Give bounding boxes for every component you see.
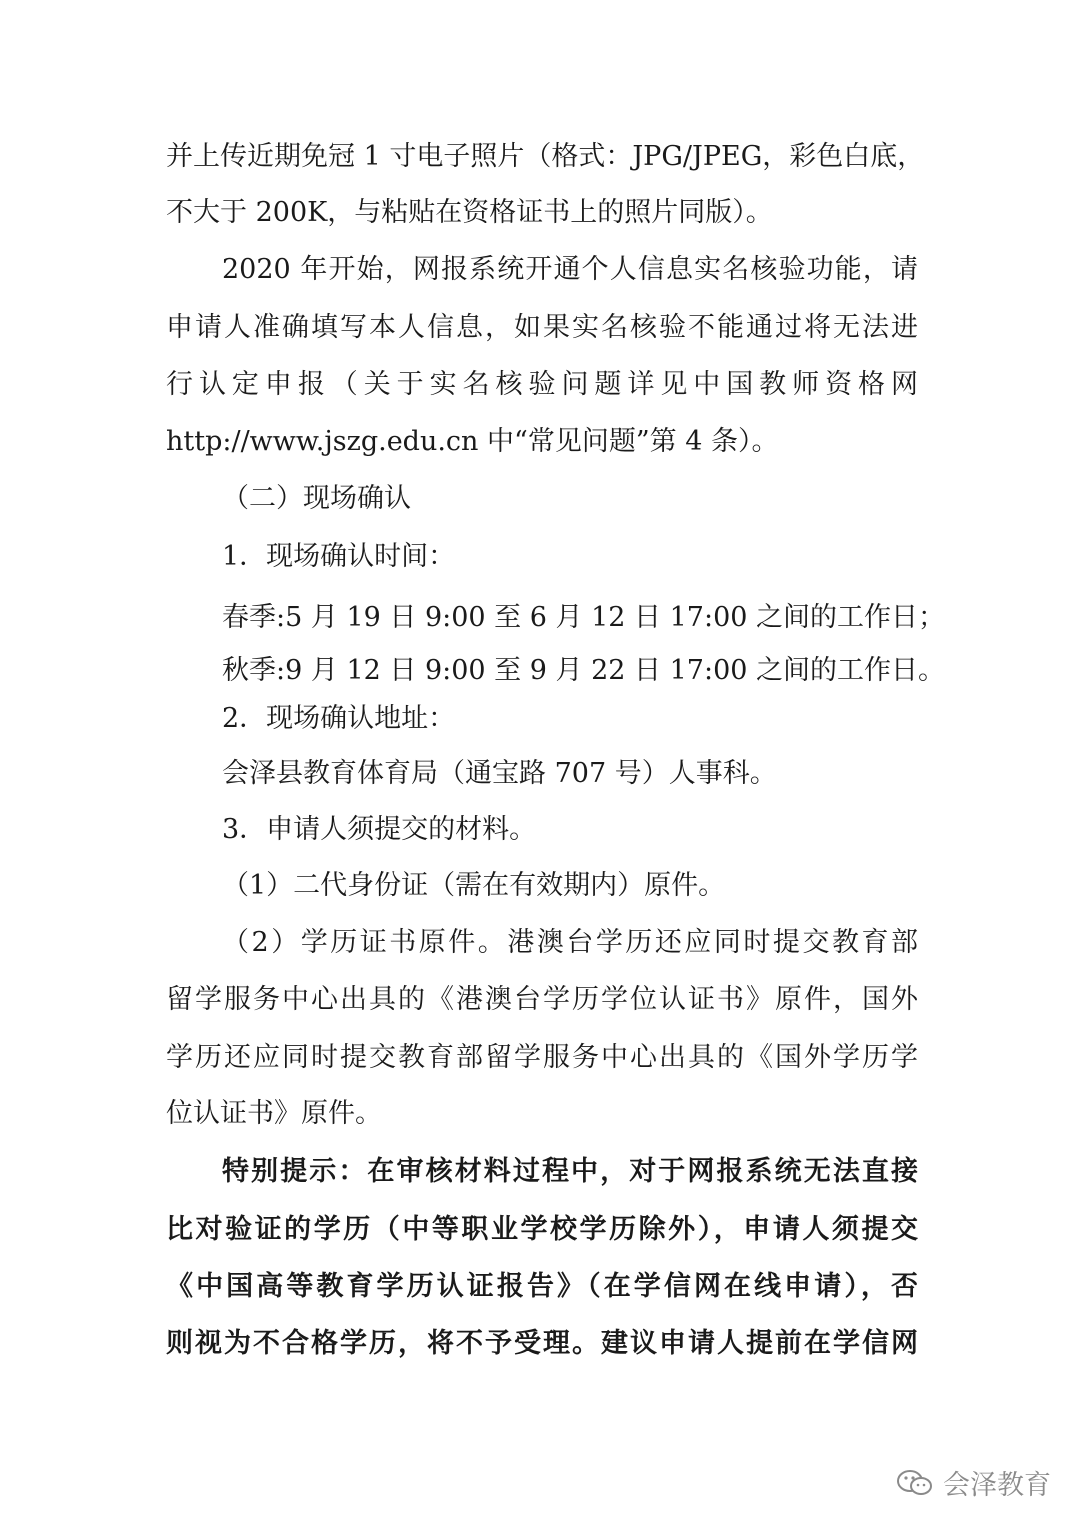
list-item: （2）学历证书原件。港澳台学历还应同时提交教育部: [222, 927, 918, 958]
paragraph-line: 并上传近期免冠 1 寸电子照片（格式：JPG/JPEG，彩色白底，: [166, 141, 925, 172]
wechat-icon: [895, 1468, 935, 1498]
notice-line: 比对验证的学历（中等职业学校学历除外），申请人须提交: [166, 1214, 918, 1245]
paragraph-line: 2020 年开始，网报系统开通个人信息实名核验功能，请: [222, 254, 918, 285]
paragraph-line: http://www.jszg.edu.cn 中“常见问题”第 4 条）。: [166, 426, 779, 457]
section-heading: （二）现场确认: [222, 483, 411, 514]
paragraph-line: 学历还应同时提交教育部留学服务中心出具的《国外学历学: [166, 1042, 918, 1073]
subsection-heading: 1．现场确认时间：: [222, 541, 456, 572]
watermark: [895, 1463, 1051, 1502]
subsection-heading: 3．申请人须提交的材料。: [222, 814, 537, 845]
paragraph-line: 不大于 200K，与粘贴在资格证书上的照片同版）。: [166, 197, 773, 228]
notice-line: 特别提示：在审核材料过程中，对于网报系统无法直接: [222, 1156, 918, 1187]
paragraph-line: 申请人准确填写本人信息，如果实名核验不能通过将无法进: [166, 312, 918, 343]
watermark-text: 会泽教育: [943, 1470, 1051, 1501]
list-item: （1）二代身份证（需在有效期内）原件。: [222, 870, 726, 901]
paragraph-line: 留学服务中心出具的《港澳台学历学位认证书》原件，国外: [166, 984, 918, 1015]
subsection-heading: 2．现场确认地址：: [222, 703, 456, 734]
schedule-line-autumn: 秋季:9 月 12 日 9:00 至 9 月 22 日 17:00 之间的工作日。: [222, 655, 946, 686]
paragraph-line: 行认定申报（关于实名核验问题详见中国教师资格网: [166, 369, 918, 400]
schedule-line-spring: 春季:5 月 19 日 9:00 至 6 月 12 日 17:00 之间的工作日；: [222, 602, 946, 633]
paragraph-line: 位认证书》原件。: [166, 1098, 382, 1129]
notice-line: 则视为不合格学历，将不予受理。建议申请人提前在学信网: [166, 1328, 918, 1359]
notice-line: 《中国高等教育学历认证报告》（在学信网在线申请），否: [166, 1271, 918, 1302]
address-line: 会泽县教育体育局（通宝路 707 号）人事科。: [222, 758, 777, 789]
